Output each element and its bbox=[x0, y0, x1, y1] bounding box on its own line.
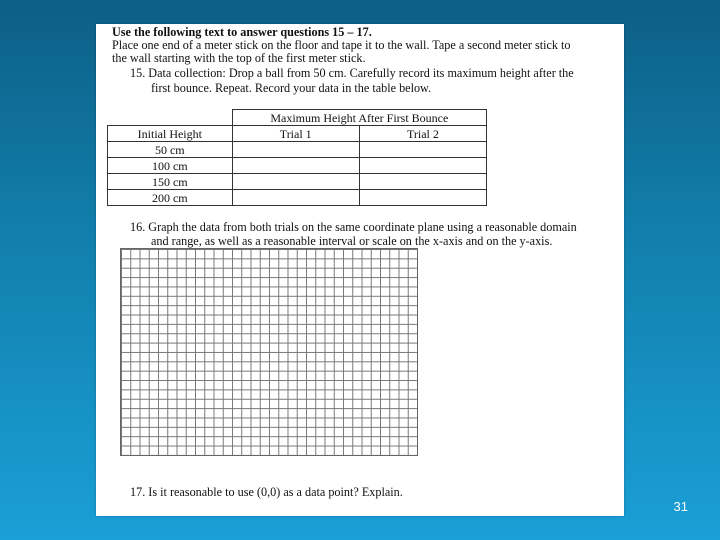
data-table bbox=[107, 109, 487, 206]
table-cell-trial-1[interactable] bbox=[232, 190, 359, 206]
table-cell-initial-height: 100 cm bbox=[108, 158, 233, 174]
table-cell-trial-2[interactable] bbox=[359, 190, 486, 206]
intro-line-1: Place one end of a meter stick on the floor and tape it to the wall. Tape a second meter stick to bbox=[112, 38, 571, 52]
question-15-line-2: first bounce. Repeat. Record your data in the table below. bbox=[151, 81, 432, 95]
slide-number: 31 bbox=[673, 499, 688, 514]
table-cell-trial-2[interactable] bbox=[359, 158, 486, 174]
graph-grid bbox=[120, 248, 418, 456]
table-group-header: Maximum Height After First Bounce bbox=[232, 110, 486, 126]
table-header-trial-1: Trial 1 bbox=[232, 126, 359, 142]
table-cell-trial-1[interactable] bbox=[232, 174, 359, 190]
worksheet-page bbox=[96, 24, 624, 516]
table-cell-trial-2[interactable] bbox=[359, 174, 486, 190]
table-cell-trial-1[interactable] bbox=[232, 158, 359, 174]
table-cell-trial-1[interactable] bbox=[232, 142, 359, 158]
intro-line-2: the wall starting with the top of the first meter stick. bbox=[112, 51, 366, 65]
table-row bbox=[108, 190, 487, 206]
question-16-line-1: 16. Graph the data from both trials on the same coordinate plane using a reasonable domain bbox=[130, 220, 577, 234]
table-cell-initial-height: 50 cm bbox=[108, 142, 233, 158]
question-17: 17. Is it reasonable to use (0,0) as a data point? Explain. bbox=[130, 485, 403, 499]
table-cell-initial-height: 150 cm bbox=[108, 174, 233, 190]
table-row bbox=[108, 142, 487, 158]
table-row bbox=[108, 158, 487, 174]
table-header-initial-height: Initial Height bbox=[108, 126, 233, 142]
table-header-trial-2: Trial 2 bbox=[359, 126, 486, 142]
question-16-line-2: and range, as well as a reasonable interval or scale on the x-axis and on the y-axis. bbox=[151, 234, 553, 248]
instructions-heading: Use the following text to answer questions 15 – 17. bbox=[112, 25, 372, 39]
question-15-line-1: 15. Data collection: Drop a ball from 50 cm. Carefully record its maximum height after the bbox=[130, 66, 574, 80]
table-cell-trial-2[interactable] bbox=[359, 142, 486, 158]
table-cell-initial-height: 200 cm bbox=[108, 190, 233, 206]
table-row bbox=[108, 174, 487, 190]
